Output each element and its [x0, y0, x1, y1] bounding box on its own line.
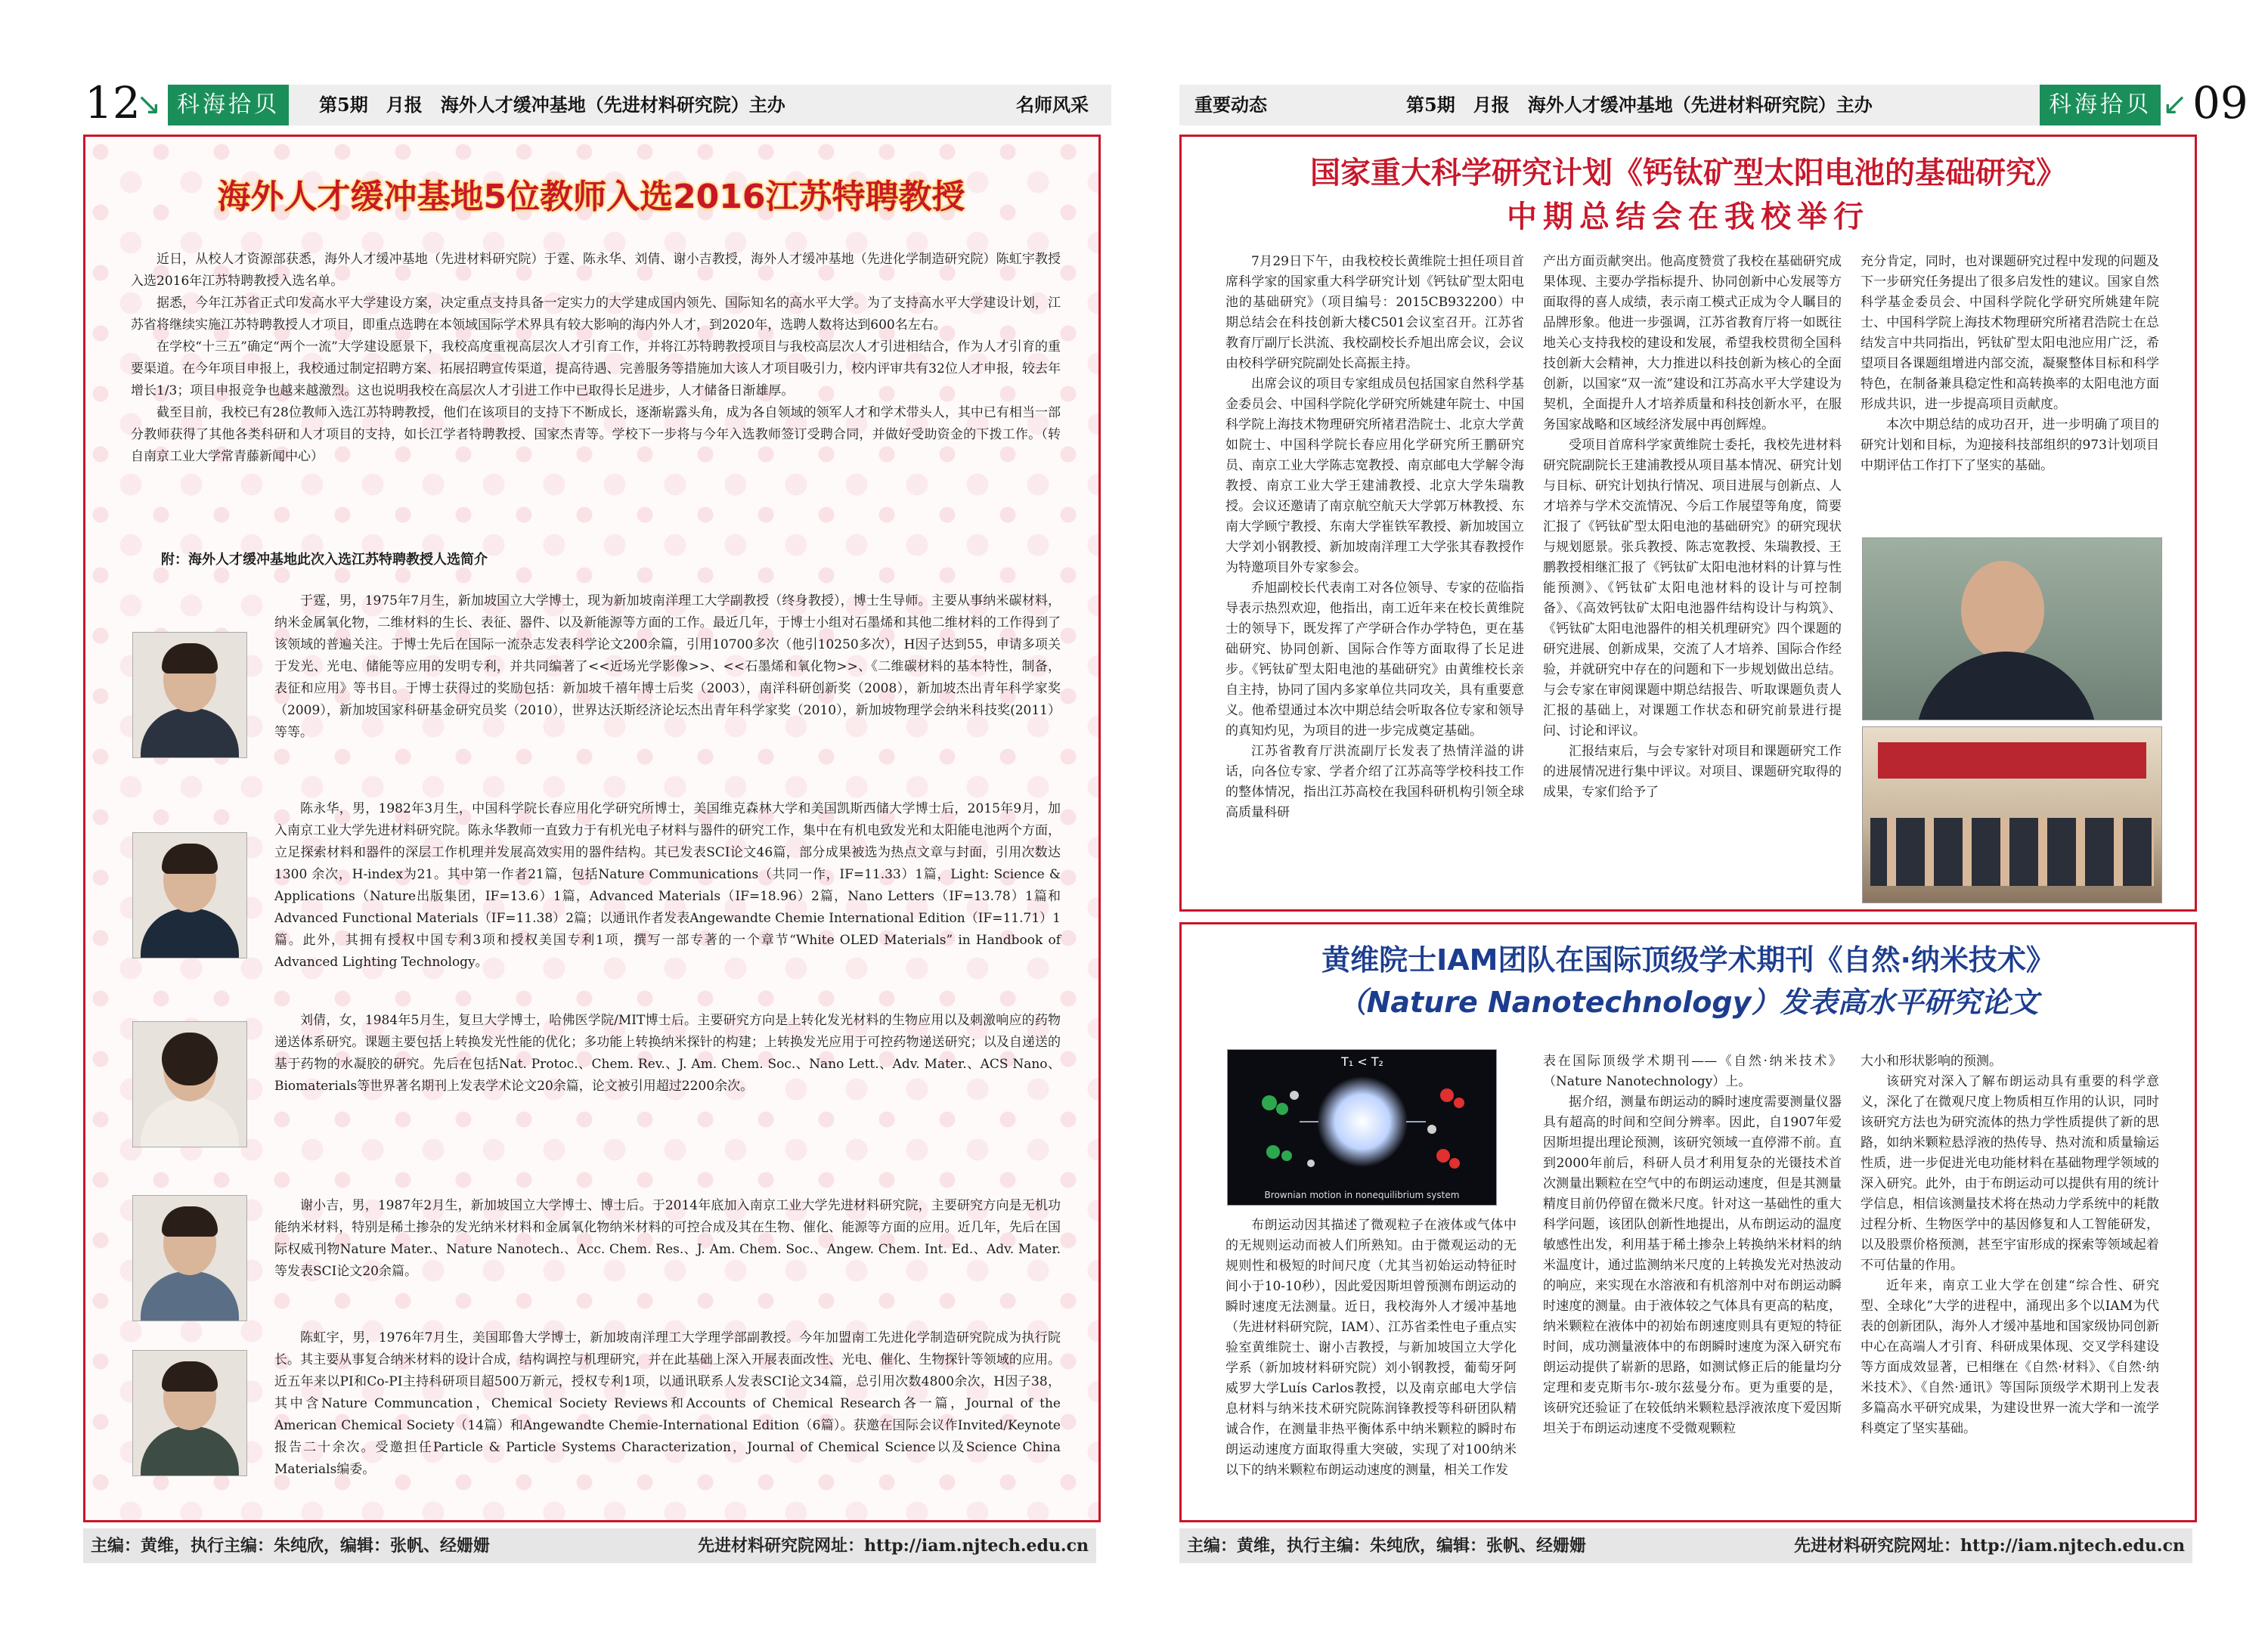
bio-text: 陈永华，男，1982年3月生，中国科学院长春应用化学研究所博士，美国维克森林大学和美国凯斯西储大学博士后，2015年9月，加入南京工业大学先进材料研究院。陈永华教师一直致力于有机光电子材料与器件的研究工作，集中在有机电致发光和太阳能电池两个方面，立足探索材料和器件的深层工作机理并发展高效实用的器件结构。其已发表SCI论文46篇，部分成果被选为热点文章与封面，引用次数达1300 余次，H-index为21。其中第一作者21篇，包括Nature Communications（共同一作，IF=11.33）1篇，Light: Science & Applications（Nature出版集团，IF=13.6）1篇，Advanced Materials（IF=18.96）2篇，Nano Letters（IF=13.78）1篇和Advanced Functional Materials（IF=11.38）2篇；以通讯作者发表Angewandte Chemie International Edition（IF=11.71）1篇。此外，其拥有授权中国专利3项和授权美国专利1项，撰写一部专著的一个章节“White OLED Materials” in Handbook of Advanced Lighting Technology。: [274, 801, 1061, 970]
left-header-text: 第5期 月报 海外人才缓冲基地（先进材料研究院）主办: [319, 94, 785, 116]
article2-col3: [1861, 1051, 2159, 1439]
left-footer-editors: 主编：黄维，执行主编：朱纯欣，编辑：张帆、经姗姗: [91, 1536, 491, 1556]
bio-yu-ting: [274, 590, 1061, 744]
paragraph: 出席会议的项目专家组成员包括国家自然科学基金委员会、中国科学院化学研究所姚建年院士、中国科学院上海技术物理研究所褚君浩院士、北京大学黄如院士、中国科学院长春应用化学研究所王鹏研究员、南京工业大学陈志宽教授、南京邮电大学解令海教授、南京工业大学王建浦教授、北京大学朱瑞教授。会议还邀请了南京航空航天大学郭万林教授、东南大学顾宁教授、东南大学崔铁军教授、新加坡国立大学刘小钢教授、新加坡南洋理工大学张其春教授作为特邀项目外专家参会。: [1225, 376, 1524, 575]
article2-col2: [1543, 1051, 1842, 1439]
paragraph: 大小和形状影响的预测。: [1861, 1054, 2002, 1069]
paragraph: 受项目首席科学家黄维院士委托，我校先进材料研究院副院长王建浦教授从项目基本情况、研究计划与目标、研究计划执行情况、项目进展与创新点、人才培养与学术交流情况、今后工作展望等角度，简要汇报了《钙钛矿型太阳电池的基础研究》的研究现状与规划愿景。张兵教授、陈志宽教授、朱瑞教授、王鹏教授相继汇报了《钙钛矿太阳电池材料的计算与性能预测》、《钙钛矿太阳电池材料的设计与可控制备》、《高效钙钛矿太阳电池器件结构设计与构筑》、《钙钛矿太阳电池器件的相关机理研究》四个课题的研究进展、创新成果，交流了人才培养、国际合作经验，并就研究中存在的问题和下一步规划做出总结。与会专家在审阅课题中期总结报告、听取课题负责人汇报的基础上，对课题工作状态和研究前景进行提问、讨论和评议。: [1543, 438, 1842, 738]
appendix-title: 附：海外人才缓冲基地此次入选江苏特聘教授人选简介: [161, 552, 488, 568]
right-header-bar: [1179, 85, 2055, 125]
paragraph: 表在国际顶级学术期刊——《自然·纳米技术》（Nature Nanotechnology）上。: [1543, 1054, 1842, 1089]
article1-col3: [1861, 252, 2159, 476]
article1-col1: [1225, 252, 1524, 823]
article2-title-line2: （Nature Nanotechnology）发表高水平研究论文: [1337, 986, 2039, 1019]
left-footer-website: 先进材料研究院网址：http://iam.njtech.edu.cn: [697, 1536, 1089, 1556]
paragraph: 布朗运动因其描述了微观粒子在液体或气体中的无规则运动而被人们所熟知。由于微观运动的无规则性和极短的时间尺度（尤其当初始运动特征时间小于10-10秒），因此爱因斯坦曾预测布朗运动的瞬时速度无法测量。近日，我校海外人才缓冲基地（先进材料研究院，IAM）、江苏省柔性电子重点实验室黄维院士、谢小吉教授，与新加坡国立大学化学系（新加坡材料研究院）刘小钢教授，葡萄牙阿威罗大学Luís Carlos教授，以及南京邮电大学信息材料与纳米技术研究院陈润锋教授等科研团队精诚合作，在测量非热平衡体系中纳米颗粒的瞬时布朗运动速度方面取得重大突破，实现了对100纳米以下的纳米颗粒布朗运动速度的测量，相关工作发: [1225, 1218, 1517, 1478]
left-section-label: 名师风采: [1016, 94, 1089, 116]
bio-text: 陈虹宇，男，1976年7月生，美国耶鲁大学博士，新加坡南洋理工大学理学部副教授。今年加盟南工先进化学制造研究院成为执行院长。其主要从事复合纳米材料的设计合成，结构调控与机理研究，并在此基础上深入开展表面改性、光电、催化、生物探针等领域的应用。近五年来以PI和Co-PI主持科研项目超500万新元，授权专利1项，以通讯联系人发表SCI论文34篇，总引用次数4800余次，H因子38，其中含Nature Communcation，Chemical Society Reviews和Accounts of Chemical Research各一篇，Journal of the American Chemical Society（14篇）和Angewandte Chemie-International Edition（6篇）。获邀在国际会议作Invited/Keynote报告二十余次。受邀担任Particle & Particle Systems Characterization，Journal of Chemical Science以及Science China Materials编委。: [274, 1330, 1061, 1477]
paragraph: 汇报结束后，与会专家针对项目和课题研究工作的进展情况进行集中评议。对项目、课题研究取得的成果，专家们给予了: [1543, 744, 1842, 800]
paragraph: 据介绍，测量布朗运动的瞬时速度需要测量仪器具有超高的时间和空间分辨率。因此，自1907年爱因斯坦提出理论预测，该研究领域一直停滞不前。直到2000年前后，科研人员才利用复杂的光镊技术首次测量出颗粒在空气中的布朗运动速度，但是其测量精度目前仍停留在微米尺度。针对这一基础性的重大科学问题，该团队创新性地提出，从布朗运动的温度敏感性出发，利用基于稀土掺杂上转换纳米材料的纳米温度计，通过监测纳米尺度的上转换发光对热波动的响应，来实现在水溶液和有机溶剂中对布朗运动瞬时速度的测量。由于液体较之气体具有更高的粘度，纳米颗粒在液体中的初始布朗速度则具有更短的特征时间，成功测量液体中的布朗瞬时速度为深入研究布朗运动提供了崭新的思路，如测试修正后的能量均分定理和麦克斯韦尔-玻尔兹曼分布。更为重要的是，该研究还验证了在较低纳米颗粒悬浮液浓度下爱因斯坦关于布朗运动速度不受微观颗粒: [1543, 1095, 1842, 1436]
left-header-bar: [289, 85, 1111, 125]
bio-text: 刘倩，女，1984年5月生，复旦大学博士，哈佛医学院/MIT博士后。主要研究方向是上转化发光材料的生物应用以及刺激响应的药物递送体系研究。课题主要包括上转换发光性能的优化；多功能上转换纳米探针的构建；上转换发光应用于可控药物递送研究；以及自递送的基于药物的水凝胶的研究。先后在包括Nat. Protoc.、Chem. Rev.、J. Am. Chem. Soc.、Nano Lett.、Adv. Mater.、ACS Nano、Biomaterials等世界著名期刊上发表学术论文20余篇，论文被引用超过2200余次。: [274, 1013, 1061, 1094]
bio-chen-hongyu: [274, 1327, 1061, 1481]
right-logo: 科海拾贝: [2040, 85, 2161, 125]
intro-paragraph: 在学校“十三五”确定“两个一流”大学建设愿景下，我校高度重视高层次人才引育工作，并将江苏特聘教授项目与我校高层次人才引进相结合，作为人才引育的重要渠道。在今年项目申报上，我校通过制定招聘方案、拓展招聘宣传渠道，提高待遇、完善服务等措施加大该人才项目吸引力，校内评审共有32位人才申报，较去年增长1/3；项目申报竞争也越来越激烈。这也说明我校在高层次人才引进工作中已取得长足进步，人才储备日渐雄厚。: [131, 339, 1061, 398]
paragraph: 近年来，南京工业大学在创建“综合性、研究型、全球化”大学的进程中，涌现出多个以IAM为代表的创新团队，海外人才缓冲基地和国家级协同创新中心在高端人才引育、科研成果体现、交叉学科建设等方面成效显著，已相继在《自然·材料》、《自然·纳米技术》、《自然·通讯》等国际顶级学术期刊上发表多篇高水平研究成果，为建设世界一流大学和一流学科奠定了坚实基础。: [1861, 1278, 2159, 1436]
portrait-xie-xiaoji: [132, 1195, 247, 1321]
right-page: [1134, 0, 2268, 1638]
figure-caption: Brownian motion in nonequilibrium system: [1264, 1190, 1460, 1200]
meeting-photo-group: [1862, 726, 2162, 903]
meeting-photo-portrait: [1862, 537, 2162, 720]
left-intro: [131, 249, 1061, 468]
paragraph: 该研究对深入了解布朗运动具有重要的科学意义，深化了在微观尺度上物质相互作用的认识，同时该研究方法也为研究流体的热力学性质提供了新的思路，如纳米颗粒悬浮液的热传导、热对流和质量输运性质，进一步促进光电功能材料在基础物理学领域的深入研究。此外，由于布朗运动可以提供有用的统计学信息，相信该测量技术将在热动力学系统中的耗散过程分析、生物医学中的基因修复和人工智能研发，以及股票价格预测，甚至宇宙形成的探索等领域起着不可估量的作用。: [1861, 1074, 2159, 1273]
bio-text: 谢小吉，男，1987年2月生，新加坡国立大学博士、博士后。于2014年底加入南京工业大学先进材料研究院，主要研究方向是无机功能纳米材料，特别是稀土掺杂的发光纳米材料和金属氧化物纳米材料的可控合成及其在生物、催化、能源等方面的应用。近几年，先后在国际权威刊物Nature Mater.、Nature Nanotech.、Acc. Chem. Res.、J. Am. Chem. Soc.、Angew. Chem. Int. Ed.、Adv. Mater.等发表SCI论文20余篇。: [274, 1198, 1061, 1279]
right-section-label: 重要动态: [1194, 94, 1267, 116]
article2-title-line1: 黄维院士IAM团队在国际顶级学术期刊《自然·纳米技术》: [1321, 943, 2055, 977]
left-title: 海外人才缓冲基地5位教师入选2016江苏特聘教授: [217, 178, 965, 216]
paragraph: 充分肯定，同时，也对课题研究过程中发现的问题及下一步研究任务提出了很多启发性的建议。国家自然科学基金委员会、中国科学院化学研究所姚建年院士、中国科学院上海技术物理研究所褚君浩院士在总结发言中共同指出，钙钛矿型太阳电池应用广泛，希望项目各课题组增进内部交流，凝聚整体目标和科学特色，在制备兼具稳定性和高转换率的太阳电池方面形成共识，进一步提高项目贡献度。: [1861, 254, 2159, 412]
portrait-chen-hongyu: [132, 1350, 247, 1476]
paragraph: 7月29日下午，由我校校长黄维院士担任项目首席科学家的国家重大科学研究计划《钙钛矿型太阳电池的基础研究》（项目编号：2015CB932200）中期总结会在科技创新大楼C501会议室召开。江苏省教育厅副厅长洪流、我校副校长乔旭出席会议，会议由校科学研究院副处长高振主持。: [1225, 254, 1524, 371]
paragraph: 乔旭副校长代表南工对各位领导、专家的莅临指导表示热烈欢迎，他指出，南工近年来在校长黄维院士的领导下，既发挥了产学研合作办学特色，更在基础研究、协同创新、国际合作等方面取得了长足进步。《钙钛矿型太阳电池的基础研究》由黄维校长亲自主持，协同了国内多家单位共同攻关，具有重要意义。他希望通过本次中期总结会听取各位专家和领导的真知灼见，为项目的进一步完成奠定基础。: [1225, 581, 1524, 738]
right-frame-article2: [1179, 922, 2197, 1522]
article1-title-line1: 国家重大科学研究计划《钙钛矿型太阳电池的基础研究》: [1310, 156, 2066, 190]
bio-liu-qian: [274, 1010, 1061, 1098]
bio-chen-yonghua: [274, 798, 1061, 974]
right-header-text: 第5期 月报 海外人才缓冲基地（先进材料研究院）主办: [1406, 94, 1873, 116]
left-page-number: 12: [85, 77, 141, 129]
article2-col1: [1225, 1215, 1517, 1481]
right-footer: [1179, 1528, 2192, 1563]
right-frame-article1: [1179, 135, 2197, 912]
brownian-illustration: [1228, 1050, 1496, 1205]
right-footer-website: 先进材料研究院网址：http://iam.njtech.edu.cn: [1793, 1536, 2185, 1556]
article1-col2: [1543, 252, 1842, 803]
article1-title-line2: 中期总结会在我校举行: [1507, 200, 1870, 234]
intro-paragraph: 据悉，今年江苏省正式印发高水平大学建设方案，决定重点支持具备一定实力的大学建成国内领先、国际知名的高水平大学。为了支持高水平大学建设计划，江苏省将继续实施江苏特聘教授人才项目，即重点选聘在本领域国际学术界具有较大影响的海内外人才，到2020年，选聘人数将达到600名左右。: [131, 296, 1061, 333]
arrow-down-right-icon: ↘: [136, 87, 162, 122]
paragraph: 江苏省教育厅洪流副厅长发表了热情洋溢的讲话，向各位专家、学者介绍了江苏高等学校科技工作的整体情况，指出江苏高校在我国科研机构引领全球高质量科研: [1225, 744, 1524, 820]
intro-paragraph: 近日，从校人才资源部获悉，海外人才缓冲基地（先进材料研究院）于霆、陈永华、刘倩、谢小吉教授，海外人才缓冲基地（先进化学制造研究院）陈虹宇教授入选2016年江苏特聘教授入选名单。: [131, 252, 1061, 289]
bio-xie-xiaoji: [274, 1195, 1061, 1283]
portrait-chen-yonghua: [132, 832, 247, 958]
bio-text: 于霆，男，1975年7月生，新加坡国立大学博士，现为新加坡南洋理工大学副教授（终身教授），博士生导师。主要从事纳米碳材料，纳米金属氧化物，二维材料的生长、表征、器件、以及新能源等方面的工作。最近几年，于博士小组对石墨烯和其他二维材料的工作得到了该领域的普遍关注。于博士先后在国际一流杂志发表科学论文200余篇，引用10700多次（他引10250多次），H因子达到55，申请多项关于发光、光电、储能等应用的发明专利，并共同编著了<<近场光学影像>>、<<石墨烯和氧化物>>、《二维碳材料的基本特性，制备，表征和应用》等书目。于博士获得过的奖励包括：新加坡千禧年博士后奖（2003），南洋科研创新奖（2008），新加坡杰出青年科学家奖（2009），新加坡国家科研基金研究员奖（2010），世界达沃斯经济论坛杰出青年科学家奖（2010），新加坡物理学会纳米科技奖(2011）等等。: [274, 593, 1061, 740]
right-page-number: 09: [2192, 77, 2248, 129]
left-logo: 科海拾贝: [168, 85, 289, 125]
paragraph: 本次中期总结的成功召开，进一步明确了项目的研究计划和目标，为迎接科技部组织的973计划项目中期评估工作打下了坚实的基础。: [1861, 417, 2159, 473]
figure-temperature-label: T₁ < T₂: [1341, 1054, 1383, 1069]
paragraph: 产出方面贡献突出。他高度赞赏了我校在基础研究成果体现、主要办学指标提升、协同创新中心发展等方面取得的喜人成绩，表示南工模式正成为令人瞩目的品牌形象。他进一步强调，江苏省教育厅将一如既往地关心支持我校的建设和发展，希望我校贯彻全国科技创新大会精神，大力推进以科技创新为核心的全面创新，以国家“双一流”建设和江苏高水平大学建设为契机，全面提升人才培养质量和科技创新水平，在服务国家战略和区域经济发展中再创辉煌。: [1543, 254, 1842, 432]
portrait-liu-qian: [132, 1021, 247, 1147]
intro-paragraph: 截至目前，我校已有28位教师入选江苏特聘教授，他们在该项目的支持下不断成长，逐渐崭露头角，成为各自领域的领军人才和学术带头人，其中已有相当一部分教师获得了其他各类科研和人才项目的支持，如长江学者特聘教授、国家杰青等。学校下一步将与今年入选教师签订受聘合同，并做好受助资金的下拨工作。（转自南京工业大学常青藤新闻中心）: [131, 405, 1061, 464]
left-footer: [83, 1528, 1096, 1563]
right-footer-editors: 主编：黄维，执行主编：朱纯欣，编辑：张帆、经姗姗: [1187, 1536, 1587, 1556]
brownian-figure: [1227, 1049, 1497, 1206]
left-frame: [83, 135, 1101, 1522]
arrow-down-left-icon: ↙: [2162, 87, 2188, 122]
portrait-yu-ting: [132, 632, 247, 758]
